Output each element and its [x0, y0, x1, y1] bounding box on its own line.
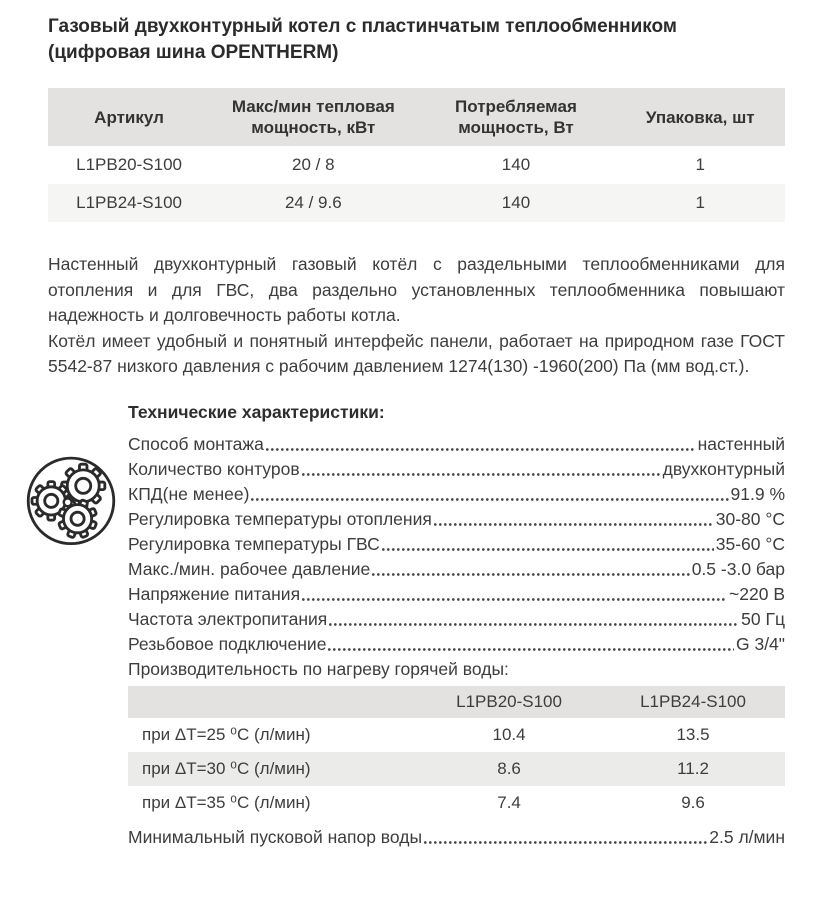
dotted-leader: [302, 582, 727, 607]
cell-flow-24: 13.5: [676, 724, 710, 744]
table-row: [128, 786, 785, 820]
cell-package: 1: [695, 155, 705, 174]
cell-heat-power: 20 / 8: [292, 155, 335, 174]
spec-label: Регулировка температуры ГВС: [128, 533, 380, 554]
col-header-heat-power: Макс/мин тепловая мощность, кВт: [210, 88, 416, 146]
performance-table-header: [128, 686, 785, 718]
gear-connector-circle: [64, 498, 72, 506]
spec-row-mounting: [128, 432, 785, 457]
spec-row-frequency: [128, 607, 785, 632]
spec-label: Частота электропитания: [128, 608, 328, 629]
cell-article: L1PB24-S100: [76, 193, 182, 212]
spec-value: двухконтурный: [662, 458, 785, 479]
spec-value: 30-80 °C: [715, 508, 785, 529]
spec-label: Минимальный пусковой напор воды: [128, 826, 423, 847]
spec-value: 50 Гц: [741, 608, 785, 629]
spec-value: ~220 В: [729, 583, 785, 604]
spec-value: 0.5 -3.0 бар: [691, 558, 785, 579]
spec-row-voltage: [128, 582, 785, 607]
cell-package: 1: [695, 193, 705, 212]
cell-flow-20: 8.6: [497, 758, 521, 778]
table-row: [48, 146, 785, 184]
col-header-article: Артикул: [48, 88, 210, 146]
col-header-model-20: L1PB20-S100: [417, 686, 601, 718]
cell-consumed-power: 140: [501, 155, 531, 174]
cell-condition: при ΔT=35 ⁰C (л/мин): [142, 792, 311, 812]
spec-row-efficiency: [128, 482, 785, 507]
description-paragraph-2: Котёл имеет удобный и понятный интерфейс панели, работает на природном газе ГОСТ 5542-87 низкого давления с рабочим давлением 1274(130) -1960(200) Па (мм вод.ст.).: [48, 330, 785, 376]
spec-label: Резьбовое подключение: [128, 633, 327, 654]
spec-row-pressure: [128, 557, 785, 582]
products-table-header: [48, 88, 785, 146]
dotted-leader: [424, 825, 707, 850]
dotted-leader: [329, 607, 739, 632]
cell-flow-20: 7.4: [497, 792, 521, 812]
dotted-leader: [382, 532, 714, 557]
spec-value: 91.9 %: [730, 483, 785, 504]
spec-label: Напряжение питания: [128, 583, 301, 604]
cell-flow-24: 11.2: [677, 758, 709, 778]
cell-flow-24: 9.6: [681, 792, 705, 812]
dotted-leader: [372, 557, 689, 582]
page-title-line1: Газовый двухконтурный котел с пластинчатым теплообменником: [48, 16, 677, 37]
table-row: [48, 184, 785, 222]
spec-row-heating-temp: [128, 507, 785, 532]
dotted-leader: [328, 632, 734, 657]
tech-specs-heading: Технические характеристики:: [128, 401, 385, 422]
spec-value: G 3/4": [735, 633, 785, 654]
page-title-line2: (цифровая шина OPENTHERM): [48, 42, 339, 63]
dotted-leader: [434, 507, 714, 532]
performance-table: [128, 686, 785, 820]
dotted-leader: [302, 457, 661, 482]
header-row: [128, 686, 785, 718]
cell-flow-20: 10.4: [492, 724, 526, 744]
spec-row-dhw-temp: [128, 532, 785, 557]
spec-row-min-water-flow: [128, 825, 785, 850]
spec-value: 2.5 л/мин: [709, 826, 785, 847]
description-paragraph-1: Настенный двухконтурный газовый котёл с раздельными теплообменниками для отопления и для ГВС, два раздельно установленных теплообменника повышают надежность и долговечность работы котла.: [48, 254, 785, 325]
spec-row-thread: [128, 632, 785, 657]
header-row: [48, 88, 785, 146]
spec-value: настенный: [697, 433, 785, 454]
products-table: [48, 88, 785, 222]
col-header-package: Упаковка, шт: [615, 88, 785, 146]
cell-article: L1PB20-S100: [76, 155, 182, 174]
description: [48, 252, 785, 380]
tech-specs-section: [128, 402, 785, 850]
spec-label: Макс./мин. рабочее давление: [128, 558, 371, 579]
cell-heat-power: 24 / 9.6: [284, 193, 342, 212]
spec-label: Способ монтажа: [128, 433, 264, 454]
col-header-consumed-power: Потребляемая мощность, Вт: [416, 88, 615, 146]
cell-consumed-power: 140: [501, 193, 531, 212]
spec-label: КПД(не менее): [128, 483, 250, 504]
spec-value: 35-60 °C: [715, 533, 785, 554]
performance-subheading: Производительность по нагреву горячей воды:: [128, 658, 509, 679]
table-row: [128, 718, 785, 752]
gears-icon: [24, 448, 118, 550]
spec-label: Количество контуров: [128, 458, 300, 479]
table-row: [128, 752, 785, 786]
cell-condition: при ΔT=25 ⁰C (л/мин): [142, 724, 311, 744]
page-title: [48, 14, 785, 66]
col-header-empty: [128, 686, 417, 718]
spec-row-circuits: [128, 457, 785, 482]
dotted-leader: [251, 482, 728, 507]
dotted-leader: [266, 432, 696, 457]
spec-label: Регулировка температуры отопления: [128, 508, 432, 529]
cell-condition: при ΔT=30 ⁰C (л/мин): [142, 758, 311, 778]
col-header-model-24: L1PB24-S100: [601, 686, 785, 718]
